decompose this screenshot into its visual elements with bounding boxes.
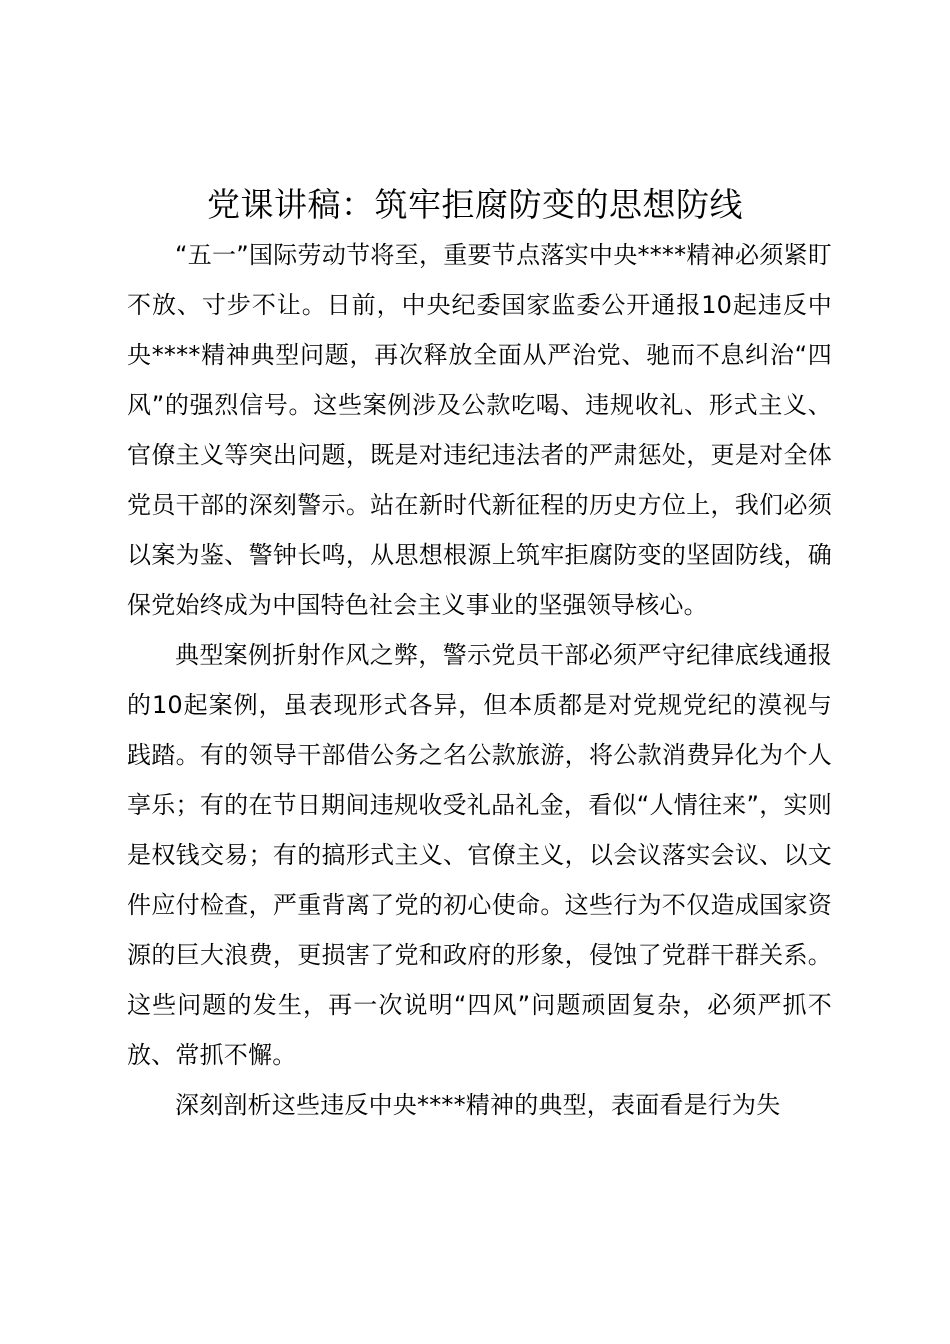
paragraph-1: “五一”国际劳动节将至，重要节点落实中央****精神必须紧盯不放、寸步不让。日前，中央纪委国家监委公开通报10起违反中央****精神典型问题，再次释放全面从严治党、驰而不息纠治“四风”的强烈信号。这些案例涉及公款吃喝、违规收礼、形式主义、官僚主义等突出问题，既是对违纪违法者的严肃惩处，更是对全体党员干部的深刻警示。站在新时代新征程的历史方位上，我们必须以案为鉴、警钟长鸣，从思想根源上筑牢拒腐防变的坚固防线，确保党始终成为中国特色社会主义事业的坚强领导核心。 [127,241,832,619]
document-title: 党课讲稿：筑牢拒腐防变的思想防线 [207,185,743,224]
paragraph-3: 深刻剖析这些违反中央****精神的典型，表面看是行为失 [175,1091,781,1119]
paragraph-2: 典型案例折射作风之弊，警示党员干部必须严守纪律底线通报的10起案例，虽表现形式各异，但本质都是对党规党纪的漠视与践踏。有的领导干部借公务之名公款旅游，将公款消费异化为个人享乐；有的在节日期间违规收受礼品礼金，看似“人情往来”，实则是权钱交易；有的搞形式主义、官僚主义，以会议落实会议、以文件应付检查，严重背离了党的初心使命。这些行为不仅造成国家资源的巨大浪费，更损害了党和政府的形象，侵蚀了党群干群关系。这些问题的发生，再一次说明“四风”问题顽固复杂，必须严抓不放、常抓不懈。 [127,641,832,1069]
document-body [127,230,832,1130]
